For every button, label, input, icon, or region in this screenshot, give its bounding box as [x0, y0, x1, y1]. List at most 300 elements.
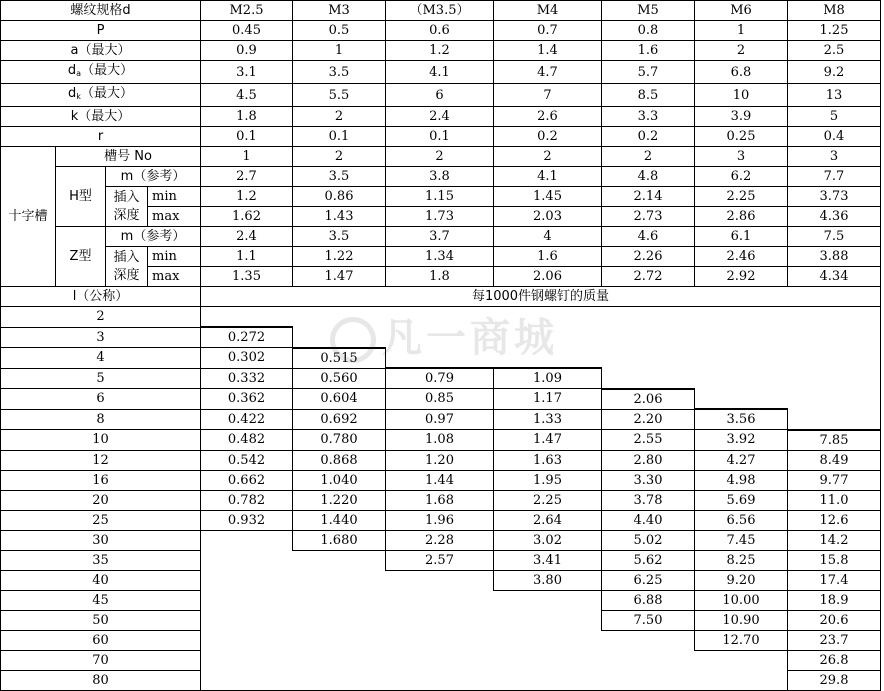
- mass-value: 23.7: [788, 630, 881, 650]
- length-value: 10: [1, 430, 201, 451]
- mass-value: 2.28: [386, 530, 494, 550]
- mass-row: [1, 590, 881, 610]
- mass-row: [1, 610, 881, 630]
- param-label-sub: a: [76, 69, 82, 78]
- param-value: 1: [695, 21, 788, 41]
- z_type-min-value: 1.34: [386, 247, 494, 267]
- mass-value: 1.040: [293, 470, 386, 490]
- length-label: l（公称）: [1, 287, 201, 307]
- slot-no-value: 2: [293, 147, 386, 167]
- mass-value: [201, 610, 293, 630]
- h_type-m-value: 4.8: [602, 167, 695, 187]
- mass-value: [494, 327, 602, 348]
- z_type-min-value: 3.88: [788, 247, 881, 267]
- h_type-max-label: max: [148, 207, 201, 227]
- mass-value: 0.662: [201, 470, 293, 490]
- mass-value: 3.41: [494, 550, 602, 570]
- z_type-max-value: 1.47: [293, 267, 386, 287]
- mass-value: 3.56: [695, 409, 788, 430]
- mass-value: [602, 327, 695, 348]
- mass-value: 1.47: [494, 430, 602, 451]
- h_type-max-value: 1.43: [293, 207, 386, 227]
- mass-value: 1.440: [293, 510, 386, 530]
- mass-value: 9.20: [695, 570, 788, 590]
- param-value: 5: [788, 107, 881, 127]
- mass-row: [1, 510, 881, 530]
- param-value: 3.9: [695, 107, 788, 127]
- mass-value: [293, 670, 386, 690]
- mass-value: 18.9: [788, 590, 881, 610]
- param-value: 13: [788, 84, 881, 107]
- param-label: a（最大）: [1, 41, 201, 61]
- mass-value: [201, 550, 293, 570]
- length-value: 8: [1, 409, 201, 430]
- h_type-min-value: 0.86: [293, 187, 386, 207]
- param-label: P: [1, 21, 201, 41]
- mass-value: [386, 307, 494, 328]
- mass-value: 0.482: [201, 430, 293, 451]
- mass-value: 3.02: [494, 530, 602, 550]
- param-row: [1, 61, 881, 84]
- mass-value: 1.680: [293, 530, 386, 550]
- size-header: M5: [602, 1, 695, 21]
- param-label-sub: k: [76, 92, 81, 101]
- mass-value: [201, 650, 293, 670]
- mass-value: 1.220: [293, 490, 386, 510]
- param-value: 10: [695, 84, 788, 107]
- size-header: M6: [695, 1, 788, 21]
- mass-value: [602, 307, 695, 328]
- mass-value: 15.8: [788, 550, 881, 570]
- length-value: 6: [1, 389, 201, 410]
- mass-row: [1, 650, 881, 670]
- mass-value: [293, 610, 386, 630]
- mass-value: [695, 670, 788, 690]
- mass-value: [494, 650, 602, 670]
- mass-value: 11.0: [788, 490, 881, 510]
- z_type-m-value: 6.1: [695, 227, 788, 247]
- param-row: [1, 107, 881, 127]
- mass-value: [386, 650, 494, 670]
- z_type-max-value: 1.35: [201, 267, 293, 287]
- mass-value: [201, 530, 293, 550]
- h_type-max-value: 2.73: [602, 207, 695, 227]
- param-value: 0.1: [201, 127, 293, 147]
- mass-value: 5.02: [602, 530, 695, 550]
- param-value: 1.8: [201, 107, 293, 127]
- length-value: 80: [1, 670, 201, 690]
- mass-value: 12.70: [695, 630, 788, 650]
- length-value: 12: [1, 450, 201, 470]
- length-value: 30: [1, 530, 201, 550]
- slot-no-label: 槽号 No: [56, 147, 201, 167]
- param-value: 0.4: [788, 127, 881, 147]
- mass-value: 3.92: [695, 430, 788, 451]
- length-value: 5: [1, 368, 201, 389]
- mass-value: [788, 409, 881, 430]
- slot-no-value: 3: [788, 147, 881, 167]
- length-value: 4: [1, 348, 201, 369]
- param-value: 0.6: [386, 21, 494, 41]
- mass-value: 0.780: [293, 430, 386, 451]
- mass-value: 0.692: [293, 409, 386, 430]
- param-label: k（最大）: [1, 107, 201, 127]
- h_type-max-value: 4.36: [788, 207, 881, 227]
- mass-value: [494, 307, 602, 328]
- param-value: 0.45: [201, 21, 293, 41]
- h_type-min-value: 1.2: [201, 187, 293, 207]
- param-label-rest: （最大）: [80, 86, 133, 101]
- param-value: 0.2: [602, 127, 695, 147]
- param-value: 0.7: [494, 21, 602, 41]
- size-header: M2.5: [201, 1, 293, 21]
- mass-value: 20.6: [788, 610, 881, 630]
- param-value: 6.8: [695, 61, 788, 84]
- z_type-max-value: 4.34: [788, 267, 881, 287]
- mass-value: 3.30: [602, 470, 695, 490]
- length-value: 35: [1, 550, 201, 570]
- mass-title-row: [1, 287, 881, 307]
- mass-value: 1.09: [494, 368, 602, 389]
- mass-value: [293, 630, 386, 650]
- h_type-min-label: min: [148, 187, 201, 207]
- h_type-m-value: 6.2: [695, 167, 788, 187]
- mass-row: [1, 327, 881, 348]
- mass-value: [201, 570, 293, 590]
- param-value: 0.1: [293, 127, 386, 147]
- mass-row: [1, 570, 881, 590]
- param-value: 5.7: [602, 61, 695, 84]
- h_type-label: H型: [56, 167, 106, 227]
- h_type-m-row: [1, 167, 881, 187]
- mass-value: 1.44: [386, 470, 494, 490]
- mass-value: 0.560: [293, 368, 386, 389]
- mass-row: [1, 630, 881, 650]
- param-value: 3.5: [293, 61, 386, 84]
- length-value: 60: [1, 630, 201, 650]
- mass-value: 1.96: [386, 510, 494, 530]
- mass-value: [788, 348, 881, 369]
- mass-title: 每1000件钢螺钉的质量: [201, 287, 881, 307]
- mass-value: 29.8: [788, 670, 881, 690]
- mass-value: [788, 368, 881, 389]
- mass-value: 0.272: [201, 327, 293, 348]
- mass-value: [201, 590, 293, 610]
- mass-value: 0.85: [386, 389, 494, 410]
- mass-value: [695, 307, 788, 328]
- param-label-rest: （最大）: [81, 63, 134, 78]
- mass-value: 0.932: [201, 510, 293, 530]
- size-header: M4: [494, 1, 602, 21]
- h_type-m-value: 7.7: [788, 167, 881, 187]
- h_type-min-value: 1.45: [494, 187, 602, 207]
- z_type-m-value: 3.5: [293, 227, 386, 247]
- h_type-min-row: [1, 187, 881, 207]
- mass-row: [1, 409, 881, 430]
- mass-value: 1.20: [386, 450, 494, 470]
- mass-value: 1.33: [494, 409, 602, 430]
- length-value: 50: [1, 610, 201, 630]
- mass-value: [494, 630, 602, 650]
- slot-no-row: [1, 147, 881, 167]
- param-value: 4.7: [494, 61, 602, 84]
- mass-value: [386, 610, 494, 630]
- mass-value: 0.782: [201, 490, 293, 510]
- h_type-m-label: m（参考）: [106, 167, 201, 187]
- param-value: 0.2: [494, 127, 602, 147]
- mass-value: [695, 389, 788, 410]
- mass-value: [695, 368, 788, 389]
- h_type-min-value: 2.25: [695, 187, 788, 207]
- mass-value: 0.362: [201, 389, 293, 410]
- param-value: 4.1: [386, 61, 494, 84]
- slot-no-value: 3: [695, 147, 788, 167]
- mass-row: [1, 368, 881, 389]
- param-value: 2.5: [788, 41, 881, 61]
- h_type-m-value: 2.7: [201, 167, 293, 187]
- mass-value: [293, 327, 386, 348]
- mass-value: 2.55: [602, 430, 695, 451]
- spec-label: 螺纹规格d: [1, 1, 201, 21]
- mass-value: 0.542: [201, 450, 293, 470]
- mass-value: 10.90: [695, 610, 788, 630]
- param-value: 0.5: [293, 21, 386, 41]
- param-row: [1, 127, 881, 147]
- mass-value: [293, 650, 386, 670]
- mass-value: 7.85: [788, 430, 881, 451]
- param-value: 3.1: [201, 61, 293, 84]
- length-value: 3: [1, 327, 201, 348]
- h_type-m-value: 3.5: [293, 167, 386, 187]
- mass-value: [386, 670, 494, 690]
- mass-value: 7.50: [602, 610, 695, 630]
- z_type-max-value: 2.92: [695, 267, 788, 287]
- param-value: 2: [695, 41, 788, 61]
- size-header: M3: [293, 1, 386, 21]
- mass-value: 7.45: [695, 530, 788, 550]
- mass-value: [602, 650, 695, 670]
- depth-label-2: 深度: [113, 267, 140, 283]
- mass-value: 14.2: [788, 530, 881, 550]
- mass-value: 1.68: [386, 490, 494, 510]
- z_type-max-value: 2.06: [494, 267, 602, 287]
- param-value: 0.8: [602, 21, 695, 41]
- mass-value: 4.27: [695, 450, 788, 470]
- mass-value: 9.77: [788, 470, 881, 490]
- mass-row: [1, 550, 881, 570]
- param-row: [1, 41, 881, 61]
- mass-value: [788, 389, 881, 410]
- mass-value: [494, 348, 602, 369]
- mass-row: [1, 307, 881, 328]
- param-value: 5.5: [293, 84, 386, 107]
- mass-value: 12.6: [788, 510, 881, 530]
- size-header: （M3.5）: [386, 1, 494, 21]
- mass-value: 10.00: [695, 590, 788, 610]
- mass-value: [602, 630, 695, 650]
- param-row: [1, 21, 881, 41]
- mass-value: 4.40: [602, 510, 695, 530]
- mass-value: [386, 630, 494, 650]
- mass-value: 6.25: [602, 570, 695, 590]
- mass-value: [201, 630, 293, 650]
- mass-value: [494, 590, 602, 610]
- depth-label-2: 深度: [113, 207, 140, 223]
- mass-value: [494, 610, 602, 630]
- h_type-min-value: 2.14: [602, 187, 695, 207]
- header-row: [1, 1, 881, 21]
- h_type-min-value: 1.15: [386, 187, 494, 207]
- param-value: 3.3: [602, 107, 695, 127]
- param-value: 2.4: [386, 107, 494, 127]
- h_type-max-value: 2.03: [494, 207, 602, 227]
- mass-value: 0.332: [201, 368, 293, 389]
- mass-value: 17.4: [788, 570, 881, 590]
- mass-row: [1, 470, 881, 490]
- param-value: 1.25: [788, 21, 881, 41]
- param-value: 6: [386, 84, 494, 107]
- mass-value: [293, 590, 386, 610]
- z_type-min-label: min: [148, 247, 201, 267]
- param-value: 0.25: [695, 127, 788, 147]
- z_type-min-row: [1, 247, 881, 267]
- mass-value: 0.79: [386, 368, 494, 389]
- mass-value: [602, 348, 695, 369]
- param-value: 1.6: [602, 41, 695, 61]
- param-label: r: [1, 127, 201, 147]
- mass-value: 1.63: [494, 450, 602, 470]
- h_type-min-value: 3.73: [788, 187, 881, 207]
- z_type-depth-label: [106, 247, 148, 287]
- param-value: 1.2: [386, 41, 494, 61]
- mass-value: [293, 307, 386, 328]
- param-value: 9.2: [788, 61, 881, 84]
- mass-value: [386, 327, 494, 348]
- mass-value: [695, 650, 788, 670]
- length-value: 25: [1, 510, 201, 530]
- param-label-main: d: [67, 63, 77, 78]
- param-value: 4.5: [201, 84, 293, 107]
- z_type-min-value: 1.22: [293, 247, 386, 267]
- slot-no-value: 1: [201, 147, 293, 167]
- param-value: 0.9: [201, 41, 293, 61]
- mass-value: [293, 570, 386, 590]
- z_type-m-label: m（参考）: [106, 227, 201, 247]
- mass-value: [788, 327, 881, 348]
- mass-value: 2.64: [494, 510, 602, 530]
- depth-label-1: 插入: [113, 249, 140, 265]
- mass-value: 6.56: [695, 510, 788, 530]
- mass-value: [386, 348, 494, 369]
- z_type-m-value: 2.4: [201, 227, 293, 247]
- param-value: 8.5: [602, 84, 695, 107]
- h_type-m-value: 4.1: [494, 167, 602, 187]
- mass-value: 8.25: [695, 550, 788, 570]
- mass-value: 0.422: [201, 409, 293, 430]
- h_type-m-value: 3.8: [386, 167, 494, 187]
- z_type-max-value: 2.72: [602, 267, 695, 287]
- length-value: 20: [1, 490, 201, 510]
- length-value: 40: [1, 570, 201, 590]
- mass-row: [1, 670, 881, 690]
- mass-value: [386, 570, 494, 590]
- h_type-max-value: 2.86: [695, 207, 788, 227]
- z_type-min-value: 1.6: [494, 247, 602, 267]
- mass-row: [1, 490, 881, 510]
- param-value: 2: [293, 107, 386, 127]
- param-value: 1: [293, 41, 386, 61]
- mass-row: [1, 530, 881, 550]
- mass-value: 2.80: [602, 450, 695, 470]
- slot-no-value: 2: [494, 147, 602, 167]
- param-row: [1, 84, 881, 107]
- z_type-m-value: 3.7: [386, 227, 494, 247]
- param-label: [1, 84, 201, 107]
- mass-value: 5.69: [695, 490, 788, 510]
- mass-row: [1, 430, 881, 451]
- z_type-max-label: max: [148, 267, 201, 287]
- size-header: M8: [788, 1, 881, 21]
- mass-value: [201, 307, 293, 328]
- mass-value: [695, 348, 788, 369]
- mass-value: [788, 307, 881, 328]
- mass-value: [201, 670, 293, 690]
- mass-value: 0.515: [293, 348, 386, 369]
- mass-value: 5.62: [602, 550, 695, 570]
- mass-value: 0.604: [293, 389, 386, 410]
- mass-value: 4.98: [695, 470, 788, 490]
- slot-no-value: 2: [386, 147, 494, 167]
- param-value: 1.4: [494, 41, 602, 61]
- mass-value: [293, 550, 386, 570]
- mass-value: 0.302: [201, 348, 293, 369]
- cross-recess-label: 十字槽: [1, 147, 56, 287]
- mass-value: 8.49: [788, 450, 881, 470]
- mass-value: 3.80: [494, 570, 602, 590]
- z_type-label: Z型: [56, 227, 106, 287]
- mass-value: 1.08: [386, 430, 494, 451]
- z_type-min-value: 2.26: [602, 247, 695, 267]
- mass-row: [1, 450, 881, 470]
- mass-value: 2.25: [494, 490, 602, 510]
- z_type-min-value: 2.46: [695, 247, 788, 267]
- z_type-max-value: 1.8: [386, 267, 494, 287]
- param-value: 7: [494, 84, 602, 107]
- length-value: 70: [1, 650, 201, 670]
- length-value: 2: [1, 307, 201, 328]
- mass-value: 2.06: [602, 389, 695, 410]
- mass-value: [386, 590, 494, 610]
- mass-value: [494, 670, 602, 690]
- z_type-m-value: 7.5: [788, 227, 881, 247]
- mass-value: 2.20: [602, 409, 695, 430]
- z_type-m-value: 4: [494, 227, 602, 247]
- length-value: 16: [1, 470, 201, 490]
- mass-value: [602, 368, 695, 389]
- mass-row: [1, 348, 881, 369]
- mass-value: 1.17: [494, 389, 602, 410]
- z_type-m-value: 4.6: [602, 227, 695, 247]
- mass-value: 0.97: [386, 409, 494, 430]
- mass-value: 26.8: [788, 650, 881, 670]
- mass-value: 0.868: [293, 450, 386, 470]
- h_type-depth-label: [106, 187, 148, 227]
- mass-row: [1, 389, 881, 410]
- mass-value: 2.57: [386, 550, 494, 570]
- param-label: [1, 61, 201, 84]
- depth-label-1: 插入: [113, 189, 140, 205]
- h_type-max-value: 1.73: [386, 207, 494, 227]
